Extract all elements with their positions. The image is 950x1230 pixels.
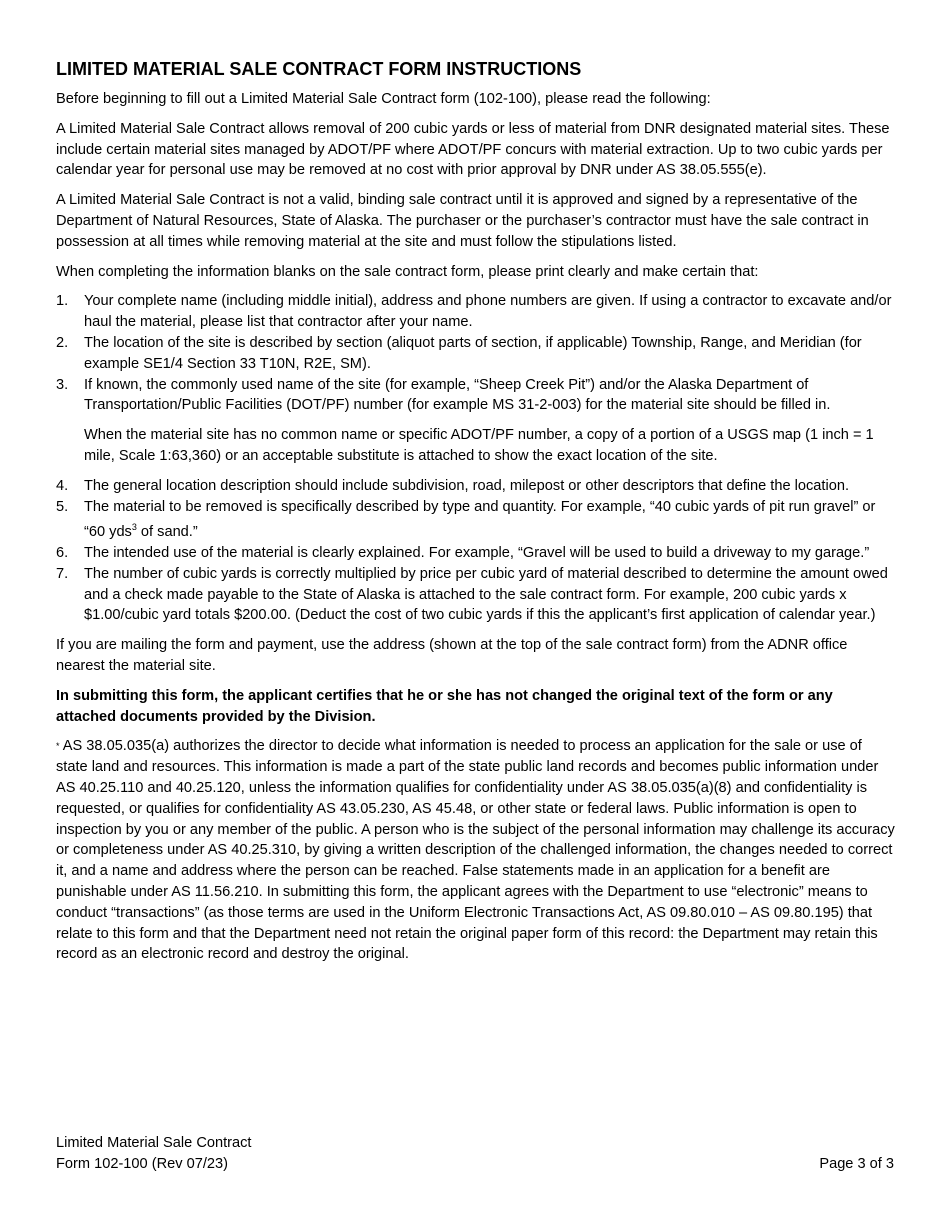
document-body [56,58,896,974]
list-item [56,564,896,626]
page-footer [56,1133,894,1175]
list-item-text-part: The material to be removed is specifically described by type and quantity. For example, “40 cubic yards of pit run gravel” or “60 yds [84,498,876,541]
intro-paragraph: Before beginning to fill out a Limited Material Sale Contract form (102-100), please read the following: [56,91,711,107]
list-item-text: The general location description should include subdivision, road, milepost or other descriptors that define the location. [84,477,849,494]
list-item [56,375,896,417]
item3-note: When the material site has no common name or specific ADOT/PF number, a copy of a portion of a USGS map (1 inch = 1 mile, Scale 1:63,360) or an acceptable substitute is attached to show the exact location of the site. [84,427,874,464]
legal-paragraph [56,736,896,965]
list-item-number: 6. [56,545,69,561]
mailing-paragraph: If you are mailing the form and payment, use the address (shown at the top of the sale contract form) from the ADNR office nearest the material site. [56,637,848,674]
list-item-number: 4. [56,477,69,494]
list-item-number: 3. [56,376,69,393]
instruction-list [56,291,896,416]
list-item-number: 7. [56,565,69,582]
page-title: LIMITED MATERIAL SALE CONTRACT FORM INSTRUCTIONS [56,59,582,79]
certification-paragraph: In submitting this form, the applicant certifies that he or she has not changed the original text of the form or any attached documents provided by the Division. [56,687,833,725]
footer-form-name: Limited Material Sale Contract [56,1135,252,1151]
list-item [56,476,896,497]
list-item [56,333,896,375]
list-item-text: The intended use of the material is clearly explained. For example, “Gravel will be used to build a driveway to my garage.” [84,545,870,561]
list-item-text: Your complete name (including middle initial), address and phone numbers are given. If using a contractor to excavate and/or haul the material, please list that contractor after your name. [84,293,892,331]
list-item-number: 5. [56,498,69,515]
list-item [56,291,896,333]
validity-paragraph: A Limited Material Sale Contract is not a valid, binding sale contract until it is approved and signed by a representative of the Department of Natural Resources, State of Alaska. The purchaser or the purchaser’s contractor must have the sale contract in possession at all times while removing material at the site and must follow the stipulations listed. [56,192,869,250]
footer-page-number: Page 3 of 3 [819,1155,894,1172]
footnote-marker: * [56,741,60,752]
footer-form-number: Form 102-100 (Rev 07/23) [56,1155,228,1172]
list-item-text [84,497,896,543]
list-item-number: 2. [56,334,69,351]
superscript: 3 [131,522,137,533]
allowance-paragraph: A Limited Material Sale Contract allows removal of 200 cubic yards or less of material from DNR designated material sites. These include certain material sites managed by ADOT/PF where ADOT/PF concurs with material extraction. Up to two cubic yards per calendar year for personal use may be removed at no cost with prior approval by DNR under AS 38.05.555(e). [56,120,890,179]
list-item-text: The number of cubic yards is correctly multiplied by price per cubic yard of material described to determine the amount owed and a check made payable to the State of Alaska is attached to the sale contract form. For example, 200 cubic yards x $1.00/cubic yard totals $200.00. (Deduct the cost of two cubic yards if this the applicant’s first application of calendar year.) [84,565,888,624]
list-item-number: 1. [56,293,69,310]
completing-paragraph: When completing the information blanks on the sale contract form, please print clearly and make certain that: [56,263,759,280]
list-item [56,497,896,543]
instruction-list-continued [56,476,896,626]
list-item-text-part: of sand.” [136,524,198,541]
list-item-text: If known, the commonly used name of the site (for example, “Sheep Creek Pit”) and/or the Alaska Department of Transportation/Public Facilities (DOT/PF) number (for example MS 31-2-003) for the material site should be filled in. [84,376,831,414]
list-item-text: The location of the site is described by section (aliquot parts of section, if applicable) Township, Range, and Meridian (for example SE1/4 Section 33 T10N, R2E, SM). [84,334,862,372]
legal-text: AS 38.05.035(a) authorizes the director to decide what information is needed to process an application for the sale or use of state land and resources. This information is made a part of the state public land records and becomes public information under AS 40.25.110 and 40.25.120, unless the information qualifies for confidentiality under AS 38.05.035(a)(8) and confidentiality is requested, or qualifies for confidentiality AS 43.05.230, AS 45.48, or other state or federal laws. Public information is open to inspection by you or any member of the public. A person who is the subject of the personal information may challenge its accuracy or completeness under AS 40.25.310, by giving a written description of the challenged information, the changes needed to correct it, and a name and address where the person can be reached. False statements made in an application for a benefit are punishable under AS 11.56.210. In submitting this form, the applicant agrees with the Department to use “electronic” means to conduct “transactions” (as those terms are used in the Uniform Electronic Transactions Act, AS 09.80.010 – AS 09.80.195) that relate to this form and that the Department need not retain the original paper form of this record: the Department may retain this record as an electronic record and destroy the original. [56,738,895,963]
list-item [56,543,896,564]
